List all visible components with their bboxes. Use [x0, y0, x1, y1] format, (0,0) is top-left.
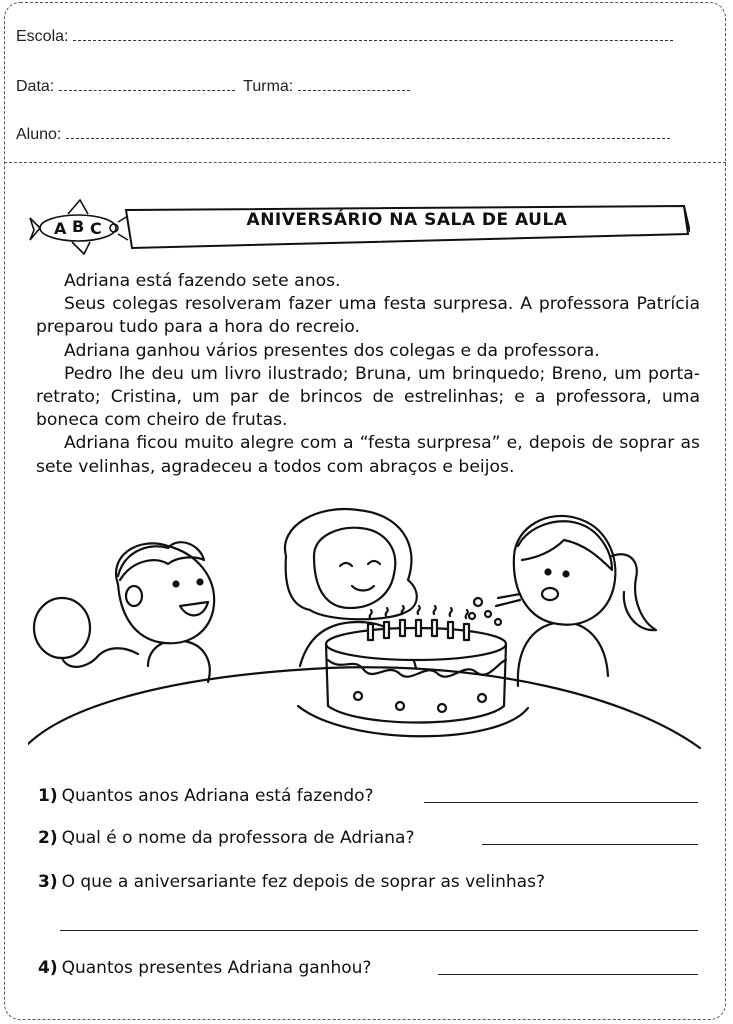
- story-paragraph: Adriana ganhou vários presentes dos colegas e da professora.: [64, 340, 600, 361]
- story-paragraph: Pedro lhe deu um livro ilustrado; Bruna, um brinquedo; Breno, um porta-retrato; Cristina, um par de brincos de estrelinhas; e a professora, uma boneca com cheiro de frutas.: [36, 363, 700, 431]
- story-text: [36, 270, 700, 479]
- student-input-line[interactable]: [66, 126, 670, 139]
- school-label: Escola:: [16, 28, 69, 45]
- student-field[interactable]: [16, 126, 670, 144]
- abc-airplane-icon: [28, 196, 132, 258]
- birthday-party-illustration: [28, 496, 704, 756]
- svg-text:C: C: [90, 219, 102, 238]
- student-label: Aluno:: [16, 126, 62, 143]
- question-text: Quantos anos Adriana está fazendo?: [61, 786, 374, 806]
- header-separator: [4, 162, 726, 163]
- question-1: [38, 786, 374, 806]
- class-input-line[interactable]: [298, 78, 410, 91]
- story-paragraph: Adriana ficou muito alegre com a “festa surpresa” e, depois de soprar as sete velinhas, agradeceu a todos com abraços e beijos.: [36, 433, 700, 477]
- school-input-line[interactable]: [73, 28, 673, 41]
- class-label: Turma:: [243, 78, 294, 95]
- answer-line-1[interactable]: [424, 802, 698, 803]
- question-number: 3): [38, 872, 58, 892]
- question-4: [38, 958, 371, 978]
- question-number: 1): [38, 786, 58, 806]
- date-class-field[interactable]: [16, 78, 410, 96]
- question-2: [38, 828, 414, 848]
- story-paragraph: Seus colegas resolveram fazer uma festa surpresa. A professora Patrícia preparou tudo para a hora do recreio.: [36, 294, 700, 338]
- question-3: [38, 872, 545, 892]
- school-field[interactable]: [16, 28, 673, 46]
- date-label: Data:: [16, 78, 55, 95]
- question-text: Qual é o nome da professora de Adriana?: [61, 828, 415, 848]
- answer-line-4[interactable]: [438, 974, 698, 975]
- story-paragraph: Adriana está fazendo sete anos.: [64, 271, 341, 291]
- question-text: Quantos presentes Adriana ganhou?: [61, 958, 372, 978]
- question-text: O que a aniversariante fez depois de soprar as velinhas?: [61, 872, 545, 892]
- worksheet-title: ANIVERSÁRIO NA SALA DE AULA: [246, 210, 568, 230]
- answer-line-3[interactable]: [60, 930, 698, 931]
- svg-text:A: A: [54, 219, 67, 238]
- question-number: 4): [38, 958, 58, 978]
- answer-line-2[interactable]: [482, 844, 698, 845]
- question-number: 2): [38, 828, 58, 848]
- date-input-line[interactable]: [59, 78, 235, 91]
- svg-text:B: B: [72, 217, 85, 236]
